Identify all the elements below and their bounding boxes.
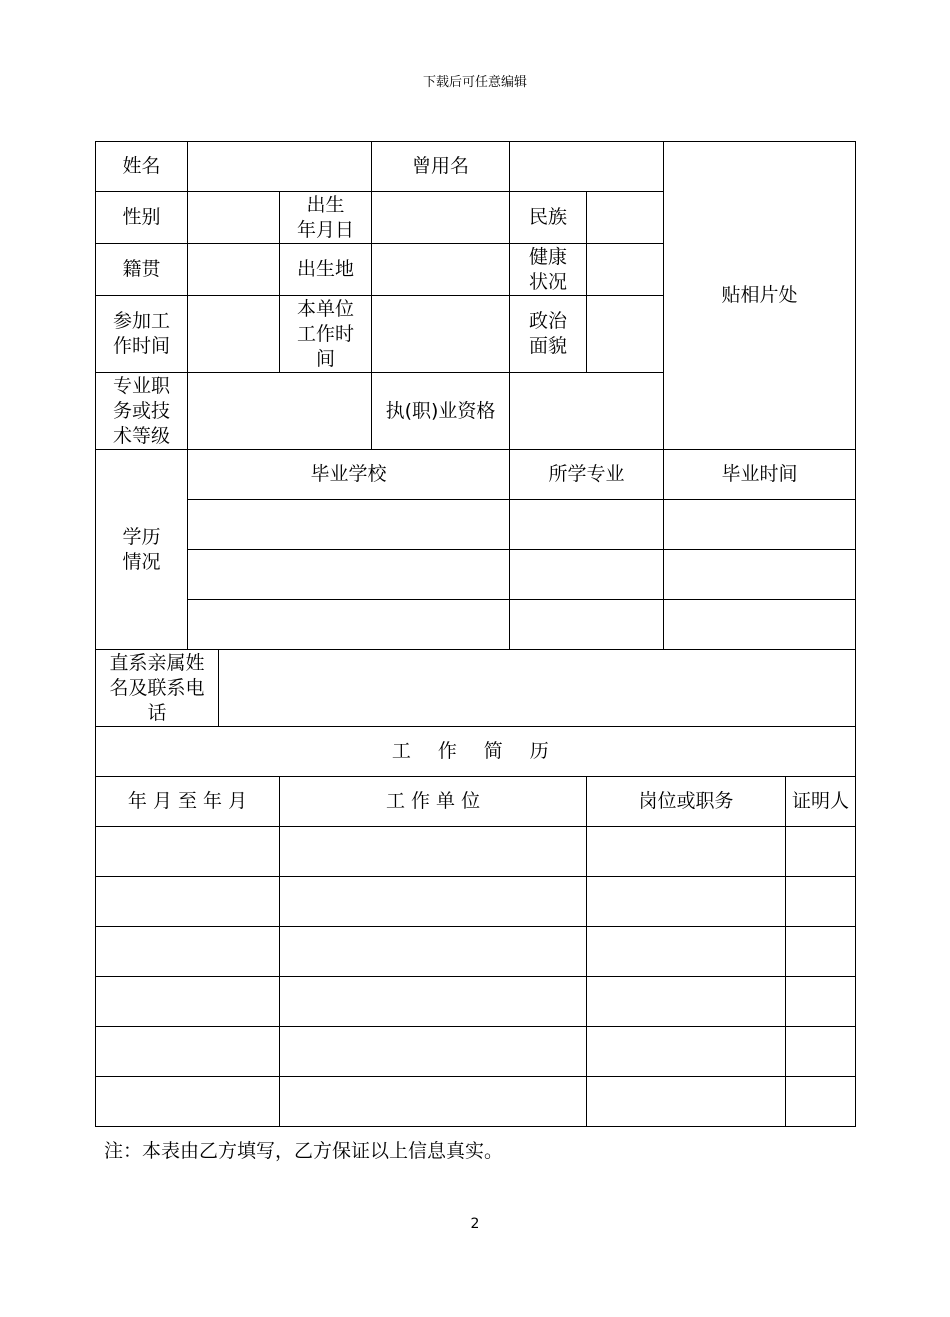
education-time-field[interactable] (664, 600, 856, 650)
title-level-field[interactable] (188, 373, 372, 450)
name-label: 姓名 (96, 142, 188, 192)
work-witness-field[interactable] (786, 877, 856, 927)
work-history-row (96, 1077, 856, 1127)
work-employer-field[interactable] (280, 1077, 587, 1127)
work-employer-header: 工 作 单 位 (280, 777, 587, 827)
work-period-field[interactable] (96, 1077, 280, 1127)
work-period-field[interactable] (96, 977, 280, 1027)
work-start-label: 参加工 作时间 (96, 296, 188, 373)
birth-date-label: 出生 年月日 (280, 192, 372, 244)
work-employer-field[interactable] (280, 927, 587, 977)
work-position-field[interactable] (587, 877, 786, 927)
education-school-field[interactable] (188, 550, 510, 600)
work-period-field[interactable] (96, 927, 280, 977)
education-school-field[interactable] (188, 600, 510, 650)
page-number: 2 (470, 1216, 480, 1232)
photo-area[interactable]: 贴相片处 (664, 142, 856, 450)
gender-field[interactable] (188, 192, 280, 244)
education-major-header: 所学专业 (510, 450, 664, 500)
native-place-label: 籍贯 (96, 244, 188, 296)
work-history-row (96, 977, 856, 1027)
work-witness-field[interactable] (786, 977, 856, 1027)
work-position-field[interactable] (587, 1027, 786, 1077)
education-row (96, 550, 856, 600)
education-row (96, 600, 856, 650)
work-employer-field[interactable] (280, 1027, 587, 1077)
education-time-header: 毕业时间 (664, 450, 856, 500)
qualification-label: 执(职)业资格 (372, 373, 510, 450)
education-school-header: 毕业学校 (188, 450, 510, 500)
relatives-field[interactable] (219, 650, 856, 727)
work-employer-field[interactable] (280, 977, 587, 1027)
work-period-field[interactable] (96, 1027, 280, 1077)
work-witness-field[interactable] (786, 927, 856, 977)
unit-start-field[interactable] (372, 296, 510, 373)
education-major-field[interactable] (510, 500, 664, 550)
work-position-field[interactable] (587, 827, 786, 877)
former-name-field[interactable] (510, 142, 664, 192)
education-major-field[interactable] (510, 550, 664, 600)
education-label: 学历 情况 (96, 450, 188, 650)
work-position-header: 岗位或职务 (587, 777, 786, 827)
ethnicity-label: 民族 (510, 192, 587, 244)
work-employer-field[interactable] (280, 877, 587, 927)
work-period-field[interactable] (96, 827, 280, 877)
health-field[interactable] (587, 244, 664, 296)
work-witness-field[interactable] (786, 827, 856, 877)
education-major-field[interactable] (510, 600, 664, 650)
native-place-field[interactable] (188, 244, 280, 296)
health-label: 健康 状况 (510, 244, 587, 296)
page-header: 下载后可任意编辑 (422, 75, 527, 90)
education-time-field[interactable] (664, 500, 856, 550)
gender-label: 性别 (96, 192, 188, 244)
work-history-row (96, 877, 856, 927)
work-witness-header: 证明人 (786, 777, 856, 827)
work-witness-field[interactable] (786, 1077, 856, 1127)
work-history-row (96, 827, 856, 877)
birthplace-field[interactable] (372, 244, 510, 296)
unit-start-label: 本单位 工作时 间 (280, 296, 372, 373)
work-witness-field[interactable] (786, 1027, 856, 1077)
political-field[interactable] (587, 296, 664, 373)
former-name-label: 曾用名 (372, 142, 510, 192)
name-field[interactable] (188, 142, 372, 192)
form-note: 注：本表由乙方填写，乙方保证以上信息真实。 (104, 1140, 504, 1162)
work-position-field[interactable] (587, 977, 786, 1027)
employee-info-form (95, 141, 856, 1127)
birth-date-field[interactable] (372, 192, 510, 244)
education-school-field[interactable] (188, 500, 510, 550)
relatives-label: 直系亲属姓 名及联系电 话 (96, 650, 219, 727)
ethnicity-field[interactable] (587, 192, 664, 244)
work-history-row (96, 927, 856, 977)
birthplace-label: 出生地 (280, 244, 372, 296)
work-employer-field[interactable] (280, 827, 587, 877)
work-history-title: 工 作 简 历 (96, 727, 856, 777)
work-period-header: 年 月 至 年 月 (96, 777, 280, 827)
political-label: 政治 面貌 (510, 296, 587, 373)
education-time-field[interactable] (664, 550, 856, 600)
qualification-field[interactable] (510, 373, 664, 450)
work-history-row (96, 1027, 856, 1077)
work-period-field[interactable] (96, 877, 280, 927)
work-start-field[interactable] (188, 296, 280, 373)
education-row (96, 500, 856, 550)
work-position-field[interactable] (587, 1077, 786, 1127)
title-level-label: 专业职 务或技 术等级 (96, 373, 188, 450)
work-position-field[interactable] (587, 927, 786, 977)
